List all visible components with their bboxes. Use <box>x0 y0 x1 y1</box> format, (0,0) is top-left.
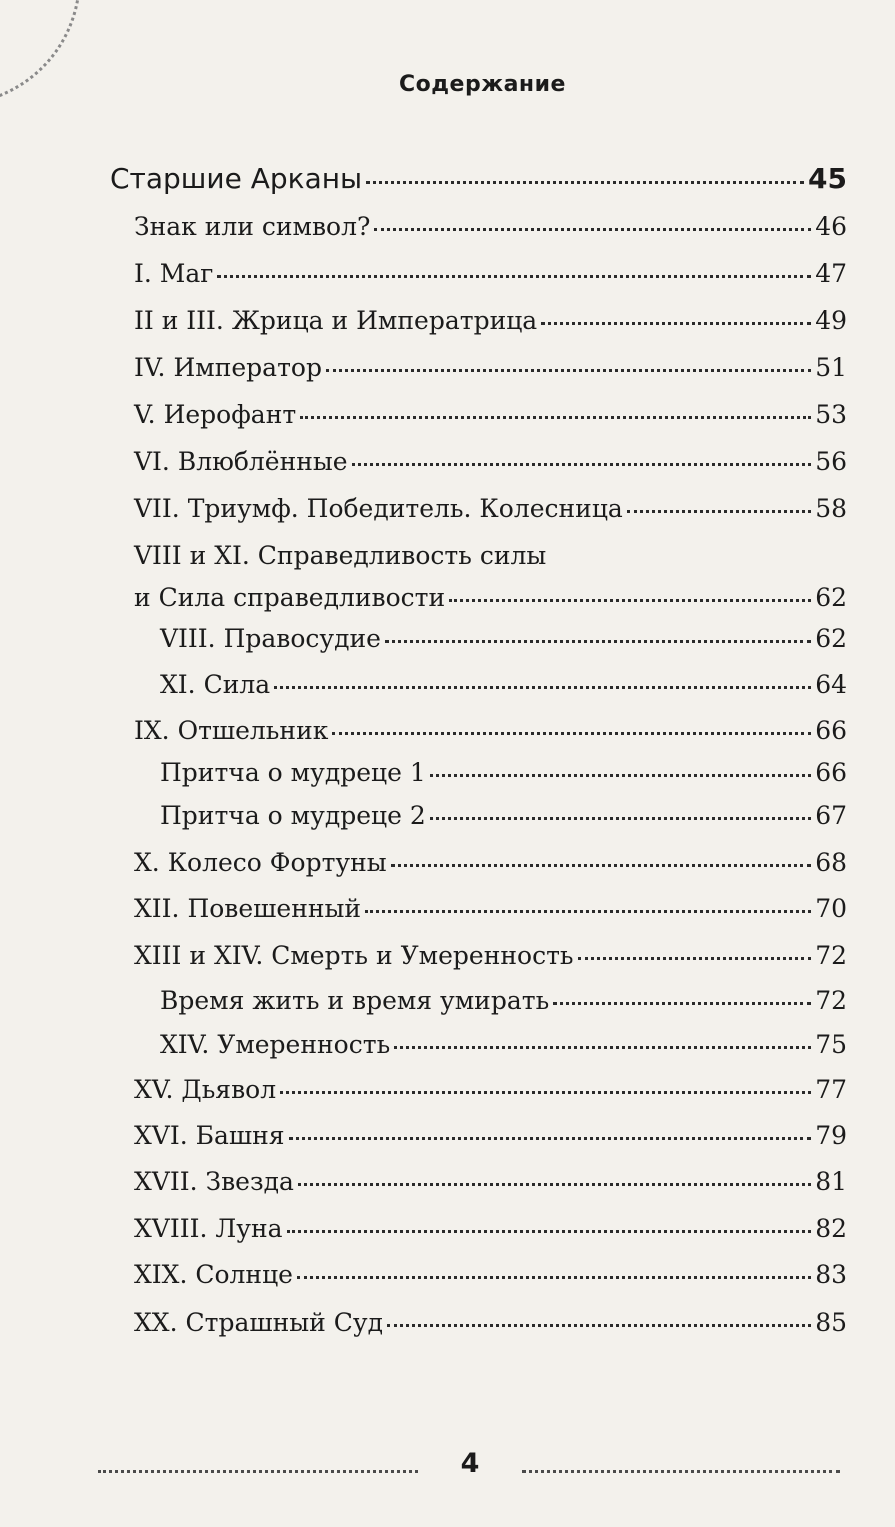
page-footer <box>0 1448 895 1488</box>
toc-entry-title: XV. Дьявол <box>134 1075 277 1104</box>
toc-entry-title: Старшие Арканы <box>110 162 363 195</box>
dot-leader <box>280 1091 811 1094</box>
toc-entry-title: Время жить и время умирать <box>160 986 550 1015</box>
toc-entry <box>134 1308 847 1337</box>
dot-leader <box>287 1230 812 1233</box>
toc-entry-page: 64 <box>815 670 847 699</box>
dot-leader <box>449 599 811 602</box>
toc-entry-title: и Сила справедливости <box>134 583 446 612</box>
dot-leader <box>553 1002 811 1005</box>
toc-subentry <box>160 801 847 830</box>
toc-entry-page: 77 <box>815 1075 847 1104</box>
toc-subentry <box>160 1030 847 1059</box>
toc-entry-page: 56 <box>815 447 847 476</box>
toc-entry <box>134 353 847 382</box>
toc-entry-page: 62 <box>815 583 847 612</box>
toc-subentry <box>160 758 847 787</box>
footer-dotted-rule-right <box>522 1470 840 1473</box>
toc-entry-title: XIX. Солнце <box>134 1260 293 1289</box>
dot-leader <box>430 817 811 820</box>
toc-entry-page: 82 <box>815 1214 847 1243</box>
toc-entry-title: VII. Триумф. Победитель. Колесница <box>134 494 623 523</box>
toc-entry-page: 67 <box>815 801 847 830</box>
dot-leader <box>541 322 811 325</box>
toc-entry <box>134 212 847 241</box>
dot-leader <box>274 686 811 689</box>
toc-entry-title: XVII. Звезда <box>134 1167 294 1196</box>
toc-entry <box>134 894 847 923</box>
toc-subentry <box>160 624 847 653</box>
toc-entry <box>134 941 847 970</box>
toc-entry-title: XII. Повешенный <box>134 894 362 923</box>
toc-entry-page: 45 <box>808 162 847 195</box>
toc-entry-title: I. Маг <box>134 259 214 288</box>
dot-leader <box>326 369 811 372</box>
toc-entry-title: VIII. Правосудие <box>160 624 381 653</box>
toc-entry <box>134 447 847 476</box>
toc-entry-title: II и III. Жрица и Императрица <box>134 306 538 335</box>
toc-entry <box>134 848 847 877</box>
page-number: 4 <box>460 1448 480 1479</box>
toc-subentry <box>160 670 847 699</box>
toc-entry <box>134 400 847 429</box>
toc-entry-page: 72 <box>815 986 847 1015</box>
toc-entry-title-line: VIII и XI. Справедливость силы <box>134 541 547 570</box>
toc-entry-page: 72 <box>815 941 847 970</box>
toc-entry-title: VI. Влюблённые <box>134 447 348 476</box>
toc-entry-title: XVIII. Луна <box>134 1214 283 1243</box>
toc-entry-page: 58 <box>815 494 847 523</box>
dot-leader <box>217 275 811 278</box>
toc-entry-title: Знак или символ? <box>134 212 371 241</box>
toc-entry-page: 66 <box>815 758 847 787</box>
toc-entry-page: 51 <box>815 353 847 382</box>
toc-entry <box>134 1214 847 1243</box>
toc-entry <box>134 494 847 523</box>
toc-entry-page: 83 <box>815 1260 847 1289</box>
toc-subentry <box>160 986 847 1015</box>
toc-entry-page: 62 <box>815 624 847 653</box>
dot-leader <box>391 864 812 867</box>
toc-entry-page: 81 <box>815 1167 847 1196</box>
dot-leader <box>332 732 811 735</box>
dot-leader <box>627 510 811 513</box>
toc-entry-title: XVI. Башня <box>134 1121 285 1150</box>
toc-entry <box>134 259 847 288</box>
toc-entry <box>134 1167 847 1196</box>
dot-leader <box>300 416 811 419</box>
toc-entry-title: IV. Император <box>134 353 322 382</box>
toc-entry-title: Притча о мудреце 1 <box>160 758 426 787</box>
toc-entry-page: 47 <box>815 259 847 288</box>
dot-leader <box>297 1276 811 1279</box>
toc-entry <box>134 1260 847 1289</box>
toc-entry-page: 79 <box>815 1121 847 1150</box>
toc-entry-title: IX. Отшельник <box>134 716 329 745</box>
toc-entry <box>134 583 847 612</box>
toc-entry-page: 75 <box>815 1030 847 1059</box>
toc-entry <box>134 306 847 335</box>
toc-entry-title: V. Иерофант <box>134 400 297 429</box>
toc-entry <box>134 716 847 745</box>
toc-entry-page: 68 <box>815 848 847 877</box>
dot-leader <box>385 640 811 643</box>
page-title: Содержание <box>399 72 566 97</box>
dot-leader <box>365 910 811 913</box>
dot-leader <box>366 181 804 184</box>
dot-leader <box>394 1046 811 1049</box>
toc-entry-page: 66 <box>815 716 847 745</box>
dot-leader <box>387 1324 811 1327</box>
toc-entry-page: 70 <box>815 894 847 923</box>
dot-leader <box>430 774 811 777</box>
toc-entry-title: X. Колесо Фортуны <box>134 848 387 877</box>
toc-main-entry <box>110 162 847 195</box>
dot-leader <box>289 1137 812 1140</box>
toc-entry-page: 53 <box>815 400 847 429</box>
toc-entry-page: 85 <box>815 1308 847 1337</box>
toc-entry-title: XIII и XIV. Смерть и Умеренность <box>134 941 574 970</box>
toc-entry <box>134 1121 847 1150</box>
toc-entry-title: XIV. Умеренность <box>160 1030 391 1059</box>
footer-dotted-rule-left <box>98 1470 418 1473</box>
toc-entry <box>134 1075 847 1104</box>
toc-entry-page: 49 <box>815 306 847 335</box>
dot-leader <box>298 1183 811 1186</box>
dot-leader <box>578 957 812 960</box>
toc-entry-title: XI. Сила <box>160 670 271 699</box>
dot-leader <box>374 228 811 231</box>
toc-entry-page: 46 <box>815 212 847 241</box>
toc-entry-title: Притча о мудреце 2 <box>160 801 426 830</box>
dot-leader <box>352 463 812 466</box>
toc-entry-title: XX. Страшный Суд <box>134 1308 383 1337</box>
